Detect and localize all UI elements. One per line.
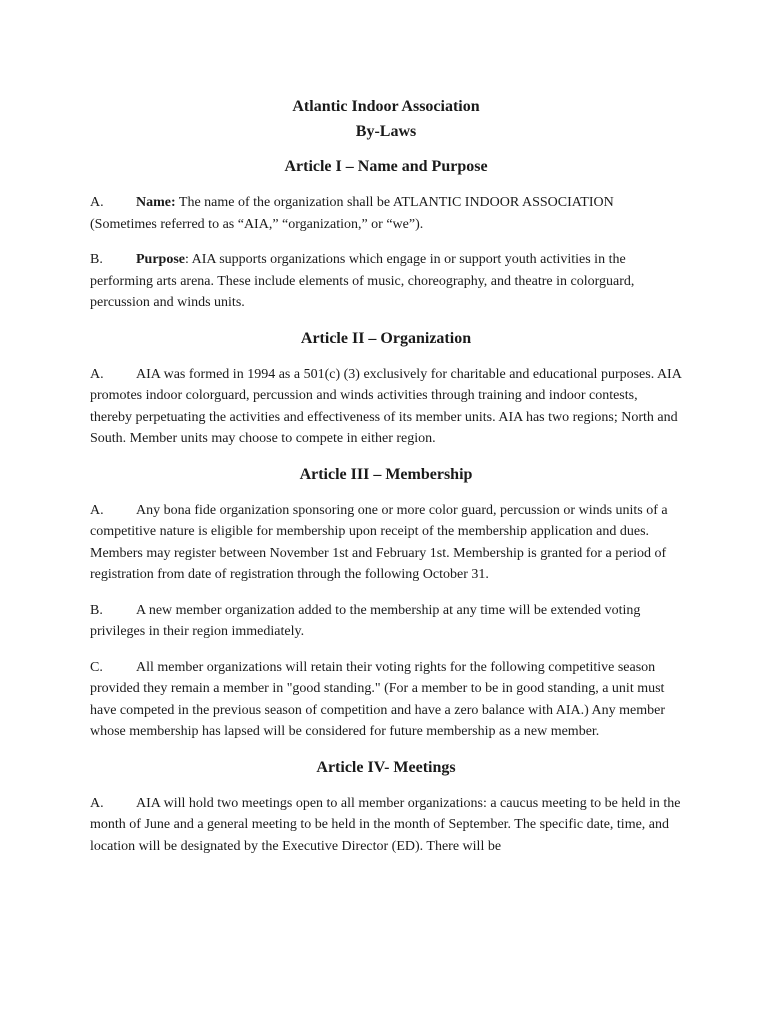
paragraph-text: AIA was formed in 1994 as a 501(c) (3) exclusively for charitable and educational purposes. AIA promotes indoor colorguard, percussion and winds activities through training and indoor contests, thereby perpetuating the activities and effectiveness of its member units. AIA has two regions; North and South. Member units may choose to compete in either region. <box>90 366 682 446</box>
paragraph-text: Any bona fide organization sponsoring one or more color guard, percussion or winds units of a competitive nature is eligible for membership upon receipt of the membership application and dues. Members may register between November 1st and February 1st. Membership is granted for a period of registration from date of registration through the following October 31. <box>90 502 668 582</box>
paragraph-letter: A. <box>90 195 104 210</box>
paragraph-term: Purpose <box>136 252 185 267</box>
document-title-block <box>90 94 682 144</box>
article-3-paragraph-b <box>90 600 682 643</box>
paragraph-term: Name: <box>136 195 176 210</box>
paragraph-text: AIA will hold two meetings open to all member organizations: a caucus meeting to be held in the month of June and a general meeting to be held in the month of September. The specific date, time, and location will be designated by the Executive Director (ED). There will be <box>90 795 681 854</box>
article-1-paragraph-b <box>90 249 682 314</box>
document-body <box>90 94 682 857</box>
paragraph-letter: A. <box>90 366 104 382</box>
article-3-paragraph-a <box>90 500 682 586</box>
article-4-heading: Article IV- Meetings <box>316 758 456 776</box>
paragraph-text: : AIA supports organizations which engage in or support youth activities in the performing arts arena. These include elements of music, choreography, and theatre in colorguard, percussion and winds units. <box>90 252 635 310</box>
article-1-paragraph-a <box>90 192 682 235</box>
article-1 <box>90 156 682 314</box>
document-title: By-Laws <box>355 123 417 140</box>
article-2-heading: Article II – Organization <box>300 329 472 347</box>
article-3 <box>90 464 682 743</box>
article-2-paragraph-a <box>90 364 682 450</box>
article-3-paragraph-c <box>90 657 682 743</box>
article-3-heading: Article III – Membership <box>299 465 473 483</box>
article-1-heading: Article I – Name and Purpose <box>284 158 488 175</box>
paragraph-letter: C. <box>90 659 103 675</box>
organization-title: Atlantic Indoor Association <box>292 98 480 115</box>
paragraph-letter: A. <box>90 795 104 811</box>
paragraph-text: The name of the organization shall be ATLANTIC INDOOR ASSOCIATION (Sometimes referred to as “AIA,” “organization,” or “we”). <box>90 195 614 232</box>
article-2 <box>90 328 682 450</box>
paragraph-text: A new member organization added to the membership at any time will be extended voting privileges in their region immediately. <box>90 602 641 639</box>
paragraph-letter: B. <box>90 602 103 618</box>
paragraph-letter: A. <box>90 502 104 518</box>
paragraph-letter: B. <box>90 252 103 267</box>
article-4-paragraph-a <box>90 793 682 858</box>
article-4 <box>90 757 682 858</box>
paragraph-text: All member organizations will retain their voting rights for the following competitive season provided they remain a member in "good standing." (For a member to be in good standing, a unit must have competed in the previous season of competition and have a zero balance with AIA.) Any member whose membership has lapsed will be considered for future membership as a new member. <box>90 659 665 739</box>
